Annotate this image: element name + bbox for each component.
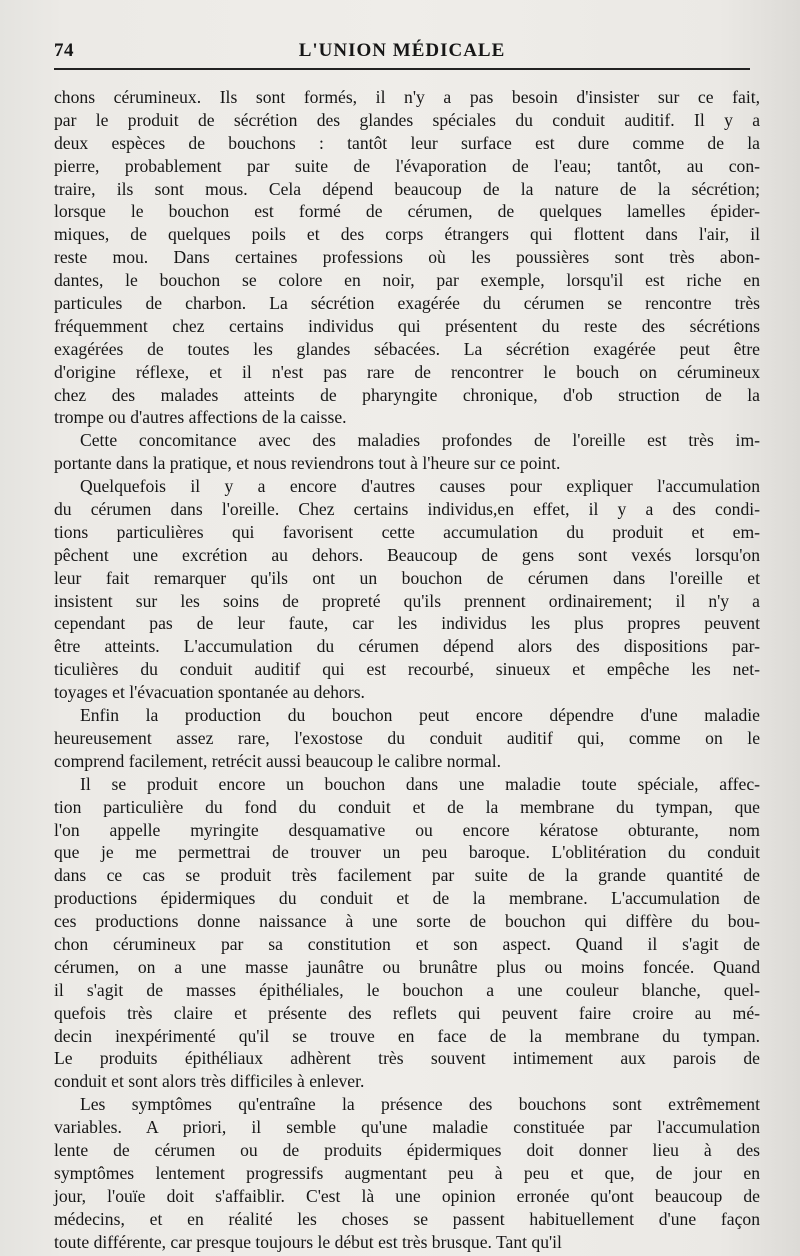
header-rule — [54, 68, 750, 70]
text-line: miques, de quelques poils et des corps étrangers qui flottent dans l'air, il — [54, 224, 760, 245]
text-line: Quelquefois il y a encore d'autres causes pour expliquer l'accumulation — [80, 476, 760, 497]
text-line: portante dans la pratique, et nous reviendrons tout à l'heure sur ce point. — [54, 453, 561, 474]
page-header — [54, 36, 750, 70]
paragraph — [54, 1093, 760, 1253]
text-line: ces productions donne naissance à une sorte de bouchon qui diffère du bou- — [54, 911, 760, 932]
text-line: insistent sur les soins de propreté qu'ils prennent ordinairement; il n'y a — [54, 590, 760, 611]
text-line: leur fait remarquer qu'ils ont un bouchon de cérumen dans l'oreille et — [54, 567, 760, 588]
text-line: dantes, le bouchon se colore en noir, par exemple, lorsqu'il est riche en — [54, 270, 760, 291]
text-line: chons cérumineux. Ils sont formés, il n'y a pas besoin d'insister sur ce fait, — [54, 87, 760, 107]
paragraph — [54, 773, 760, 1093]
text-line: pêchent une excrétion au dehors. Beaucoup de gens sont vexés lorsqu'on — [54, 544, 760, 565]
text-line: reste mou. Dans certaines professions où les poussières sont très abon- — [54, 247, 760, 268]
paragraph — [54, 704, 760, 773]
text-line: trompe ou d'autres affections de la caisse. — [54, 407, 347, 428]
text-line: conduit et sont alors très difficiles à enlever. — [54, 1071, 365, 1092]
text-line: que je me permettrai de trouver un peu baroque. L'oblitération du conduit — [54, 842, 760, 863]
text-line: Il se produit encore un bouchon dans une maladie toute spéciale, affec- — [80, 773, 760, 794]
text-line: pierre, probablement par suite de l'évaporation de l'eau; tantôt, au con- — [54, 155, 760, 176]
text-line: cérumen, on a une masse jaunâtre ou brunâtre plus ou moins foncée. Quand — [54, 956, 760, 977]
text-line: Enfin la production du bouchon peut encore dépendre d'une maladie — [80, 705, 760, 726]
text-line: particules de charbon. La sécrétion exagérée du cérumen se rencontre très — [54, 293, 760, 314]
paragraph — [54, 86, 760, 429]
text-line: chez des malades atteints de pharyngite chronique, d'ob struction de la — [54, 384, 760, 405]
text-line: productions épidermiques du conduit et de la membrane. L'accumulation de — [54, 888, 760, 909]
paragraph — [54, 475, 760, 704]
text-line: decin inexpérimenté qu'il se trouve en face de la membrane du tympan. — [54, 1025, 760, 1046]
text-line: heureusement assez rare, l'exostose du conduit auditif qui, comme on le — [54, 727, 760, 748]
running-title: L'UNION MÉDICALE — [298, 40, 506, 61]
text-line: traire, ils sont mous. Cela dépend beaucoup de la nature de la sécrétion; — [54, 178, 760, 199]
text-line: quefois très claire et présente des reflets qui peuvent faire croire au mé- — [54, 1002, 760, 1023]
text-line: d'origine réflexe, et il n'est pas rare de rencontrer le bouch on cérumineux — [54, 361, 760, 382]
text-line: tion particulière du fond du conduit et de la membrane du tympan, que — [54, 796, 760, 817]
text-line: être atteints. L'accumulation du cérumen dépend alors des dispositions par- — [54, 636, 760, 657]
text-line: par le produit de sécrétion des glandes spéciales du conduit auditif. Il y a — [54, 109, 760, 130]
page-number: 74 — [54, 40, 74, 61]
text-line: toyages et l'évacuation spontanée au dehors. — [54, 682, 365, 703]
text-line: variables. A priori, il semble qu'une maladie constituée par l'accumulation — [54, 1117, 760, 1138]
text-line: médecins, et en réalité les choses se passent habituellement d'une façon — [54, 1208, 760, 1229]
text-line: cependant pas de leur faute, car les individus les plus propres peuvent — [54, 613, 760, 634]
text-line: toute différente, car presque toujours le début est très brusque. Tant qu'il — [54, 1231, 562, 1252]
text-line: lorsque le bouchon est formé de cérumen, de quelques lamelles épider- — [54, 201, 760, 222]
text-line: tions particulières qui favorisent cette accumulation du produit et em- — [54, 521, 760, 542]
text-line: jour, l'ouïe doit s'affaiblir. C'est là une opinion erronée qu'ont beaucoup de — [54, 1185, 760, 1206]
text-line: deux espèces de bouchons : tantôt leur surface est dure comme de la — [54, 132, 760, 153]
text-line: dans ce cas se produit très facilement par suite de la grande quantité de — [54, 865, 760, 886]
text-line: exagérées de toutes les glandes sébacées. La sécrétion exagérée peut être — [54, 338, 760, 359]
text-line: Les symptômes qu'entraîne la présence des bouchons sont extrêmement — [80, 1094, 760, 1115]
text-line: chon cérumineux par sa constitution et son aspect. Quand il s'agit de — [54, 933, 760, 954]
paragraph — [54, 429, 760, 475]
body-text — [54, 86, 760, 1253]
text-line: Cette concomitance avec des maladies profondes de l'oreille est très im- — [80, 430, 760, 451]
text-line: fréquemment chez certains individus qui présentent du reste des sécrétions — [54, 315, 760, 336]
text-line: il s'agit de masses épithéliales, le bouchon a une couleur blanche, quel- — [54, 979, 760, 1000]
text-line: lente de cérumen ou de produits épidermiques doit donner lieu à des — [54, 1139, 760, 1160]
text-line: l'on appelle myringite desquamative ou encore kératose obturante, nom — [54, 819, 760, 840]
text-line: du cérumen dans l'oreille. Chez certains individus,en effet, il y a des condi- — [54, 499, 760, 520]
text-line: Le produits épithéliaux adhèrent très souvent intimement aux parois de — [54, 1048, 760, 1069]
text-line: symptômes lentement progressifs augmentant peu à peu et que, de jour en — [54, 1162, 760, 1183]
text-line: comprend facilement, retrécit aussi beaucoup le calibre normal. — [54, 750, 501, 771]
text-line: ticulières du conduit auditif qui est recourbé, sinueux et empêche les net- — [54, 659, 760, 680]
